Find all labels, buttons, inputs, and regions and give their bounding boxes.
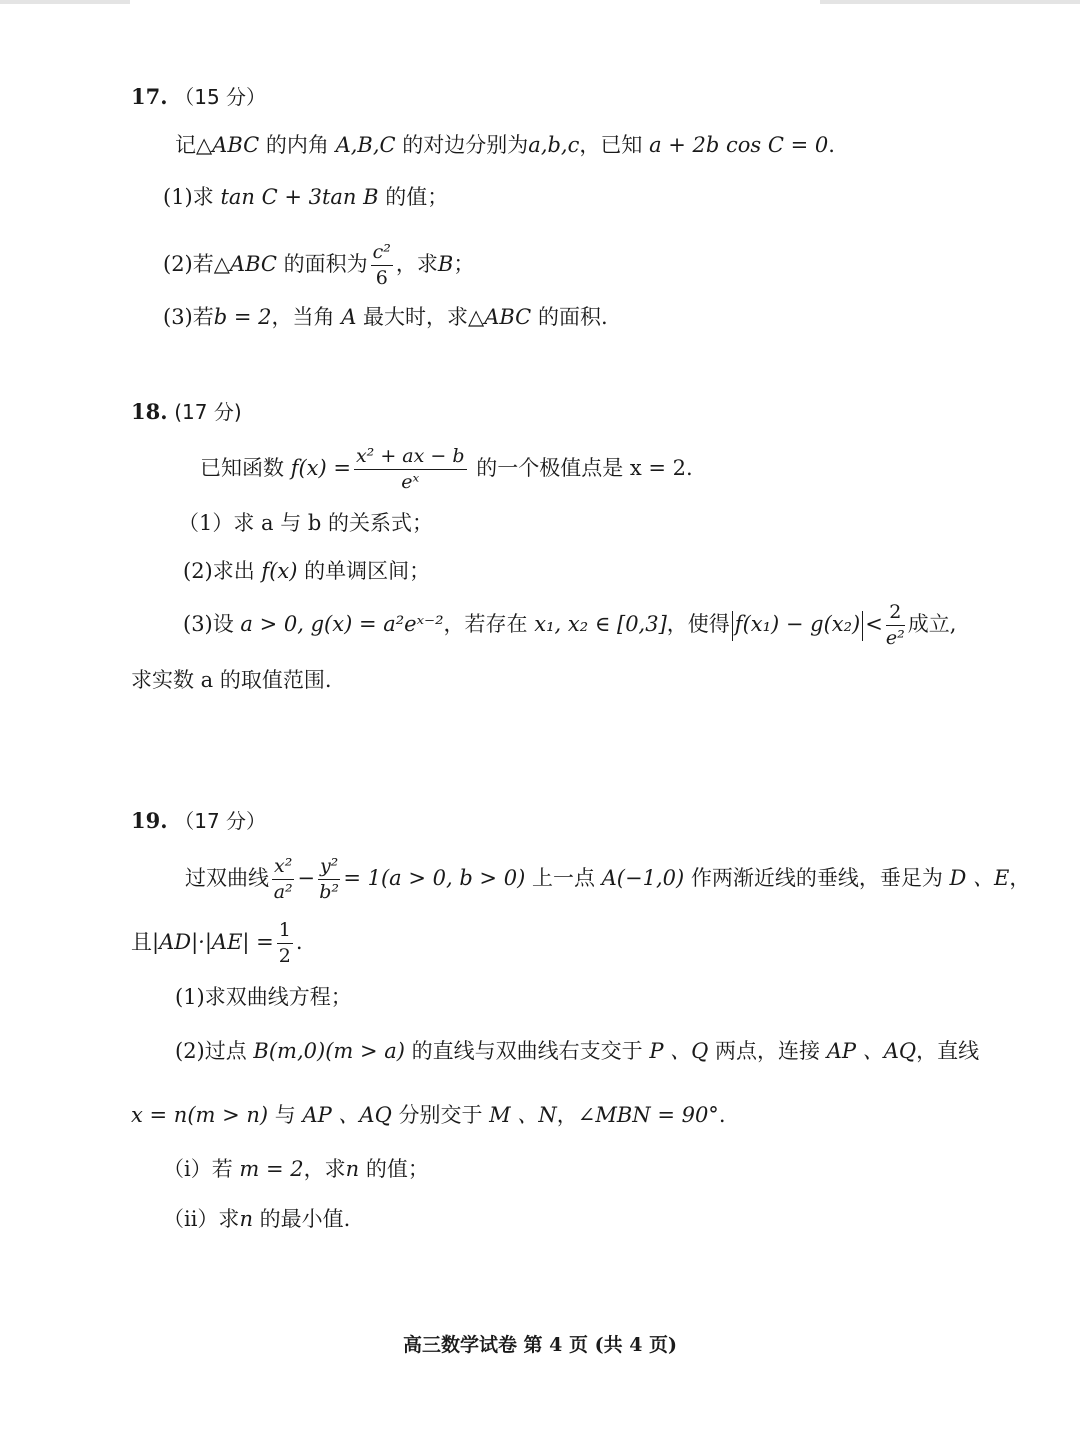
q17-p1-label: (1)求 [163,185,214,209]
q18-p3-cont: 求实数 a 的取值范围. [131,668,332,692]
q17-sides: a,b,c [528,133,580,157]
q19-p2b-end: . [718,1103,726,1127]
q17-p3-mid: ，当角 [271,305,342,329]
q17-part3 [163,302,608,332]
q18-p3-lt: < [865,612,883,636]
q18-bound-denominator: e² [885,627,905,649]
q19-sub2-var: n [239,1207,253,1231]
q18-p3-mid2: ，使得 [666,612,730,636]
q19-sub1-cond: m = 2 [239,1157,304,1181]
q18-p3-vars: x₁, x₂ ∈ [0,3] [534,612,667,636]
q17-p1-end: 的值； [378,185,449,209]
q18-function-fraction [354,447,467,492]
q19-p2b-mid3: ， [556,1103,578,1127]
q19-stem [185,850,1030,906]
q19-eq: = 1(a > 0, b > 0) [343,866,526,890]
q17-points: （15 分） [174,85,267,109]
q17-stem-end: . [828,133,835,157]
q18-stem-end: 的一个极值点是 x = 2. [469,456,693,480]
q19-x-denominator: a² [273,881,293,903]
q18-p3-mid: ，若存在 [443,612,535,636]
q17-area-denominator: 6 [375,267,388,289]
q17-stem-mid: 的内角 [259,133,336,157]
q19-p2-point: B(m,0)(m > a) [253,1039,405,1063]
q17-number: 17. [131,84,168,109]
q19-point: A(−1,0) [601,866,685,890]
q17-triangle: △ABC [196,133,260,157]
q18-header [131,397,242,427]
q18-points: (17 分) [174,400,242,424]
q17-area-numerator: c² [371,243,393,266]
q19-p2-end: ，直线 [916,1039,980,1063]
q19-y-numerator: y² [318,857,340,880]
q17-p3-label: (3)若 [163,305,214,329]
q19-p2b-line: x = n(m > n) [131,1103,269,1127]
q19-stem-cont [131,914,303,970]
q19-half-numerator: 1 [277,921,293,944]
q17-p3-cond: b = 2 [213,305,272,329]
abs-bar-right [862,611,863,641]
q18-part2 [183,556,430,586]
q17-stem-pre: 记 [175,133,196,157]
q19-stem-end: ， [1009,866,1031,890]
q19-p2-pq: P 、Q [649,1039,709,1063]
q19-part2 [175,1036,979,1066]
q19-p2b-mid2: 分别交于 [391,1103,490,1127]
q19-sub2-label: （ii）求 [163,1207,240,1231]
q18-part3-cont [131,665,332,695]
scan-edge-right [820,0,1080,4]
q18-part1 [178,508,433,538]
q19-minus: − [297,866,315,890]
q19-y-fraction [318,857,340,902]
q18-denominator: eˣ [401,471,420,493]
q17-p3-triangle: △ABC [468,305,532,329]
q18-stem-pre: 已知函数 [200,456,291,480]
q17-header [131,82,266,112]
q19-p2b-mid: 与 [268,1103,303,1127]
q19-sub1-mid: ，求 [303,1157,346,1181]
q18-p3-abs: f(x₁) − g(x₂) [734,612,861,636]
q19-header [131,806,266,836]
q19-x-fraction [272,857,294,902]
q18-stem [200,440,693,496]
q18-numerator: x² + ax − b [354,447,467,470]
q19-half-denominator: 2 [278,945,291,967]
q18-p2-func: f(x) [261,559,298,583]
q18-p3-def: a > 0, g(x) = a²eˣ⁻² [240,612,444,636]
q19-p2-mid: 的直线与双曲线右支交于 [404,1039,650,1063]
q19-p2-label: (2)过点 [175,1039,254,1063]
q17-part1 [163,182,448,212]
q17-p2-mid: 的面积为 [276,252,368,276]
q17-condition: a + 2b cos C = 0 [649,133,829,157]
q19-p2-mid2: 两点，连接 [708,1039,827,1063]
q17-stem-mid3: ，已知 [579,133,650,157]
q19-sub1-var: n [345,1157,360,1181]
q19-p2b-angle: ∠MBN = 90° [577,1103,719,1127]
q19-sub1-label: （i）若 [163,1157,240,1181]
q19-p2-lines: AP 、AQ [826,1039,917,1063]
q19-part1 [175,982,352,1012]
q19-feet: D 、E [949,866,1010,890]
q19-y-denominator: b² [319,881,340,903]
q17-p2-mid2: ，求 [395,252,438,276]
scan-edge-left [0,0,130,4]
q19-stem-pre: 过双曲线 [185,866,269,890]
q19-cont-end: . [295,930,303,954]
q19-part2-cont [131,1100,726,1130]
q18-p2-end: 的单调区间； [297,559,431,583]
q19-sub1-end: 的值； [359,1157,429,1181]
q19-half-fraction [277,921,293,966]
q18-number: 18. [131,399,168,424]
q17-p2-triangle: △ABC [213,252,277,276]
q19-p1-text: (1)求双曲线方程； [175,985,352,1009]
q17-p3-end: 的面积. [531,305,608,329]
q18-func: f(x) = [290,456,351,480]
q18-bound-numerator: 2 [886,603,905,626]
q19-points: （17 分） [174,809,267,833]
q19-stem-mid: 上一点 [525,866,602,890]
q17-p2-var: B [437,252,454,276]
q19-sub2-end: 的最小值. [252,1207,351,1231]
q18-p1-text: （1）求 a 与 b 的关系式； [178,511,434,535]
page-footer: 高三数学试卷 第 4 页 (共 4 页) [402,1334,678,1356]
q17-part2 [163,236,474,292]
q17-p1-expr: tan C + 3tan B [220,185,379,209]
q19-cont-pre: 且 [131,930,152,954]
q17-p2-label: (2)若 [163,252,214,276]
q19-cont-expr: |AD|·|AE| = [152,930,274,954]
q18-part3 [183,594,956,654]
q19-p2b-lines: AP 、AQ [302,1103,392,1127]
q18-p3-end: 成立, [907,612,957,636]
q19-sub2 [163,1204,350,1234]
q19-number: 19. [131,808,168,833]
q17-stem [175,130,835,160]
q18-p2-label: (2)求出 [183,559,262,583]
q18-bound-fraction [886,603,905,648]
q17-p2-end: ； [453,252,475,276]
q18-p3-label: (3)设 [183,612,241,636]
q19-p2b-mn: M 、N [489,1103,557,1127]
q17-stem-mid2: 的对边分别为 [395,133,529,157]
q19-x-numerator: x² [272,857,294,880]
q19-stem-mid2: 作两渐近线的垂线，垂足为 [684,866,950,890]
q17-p3-mid2: 最大时，求 [356,305,469,329]
abs-bar-left [732,611,733,641]
q19-sub1 [163,1154,429,1184]
q17-angles: A,B,C [335,133,396,157]
q17-p3-var: A [341,305,357,329]
q17-area-fraction [371,243,393,288]
